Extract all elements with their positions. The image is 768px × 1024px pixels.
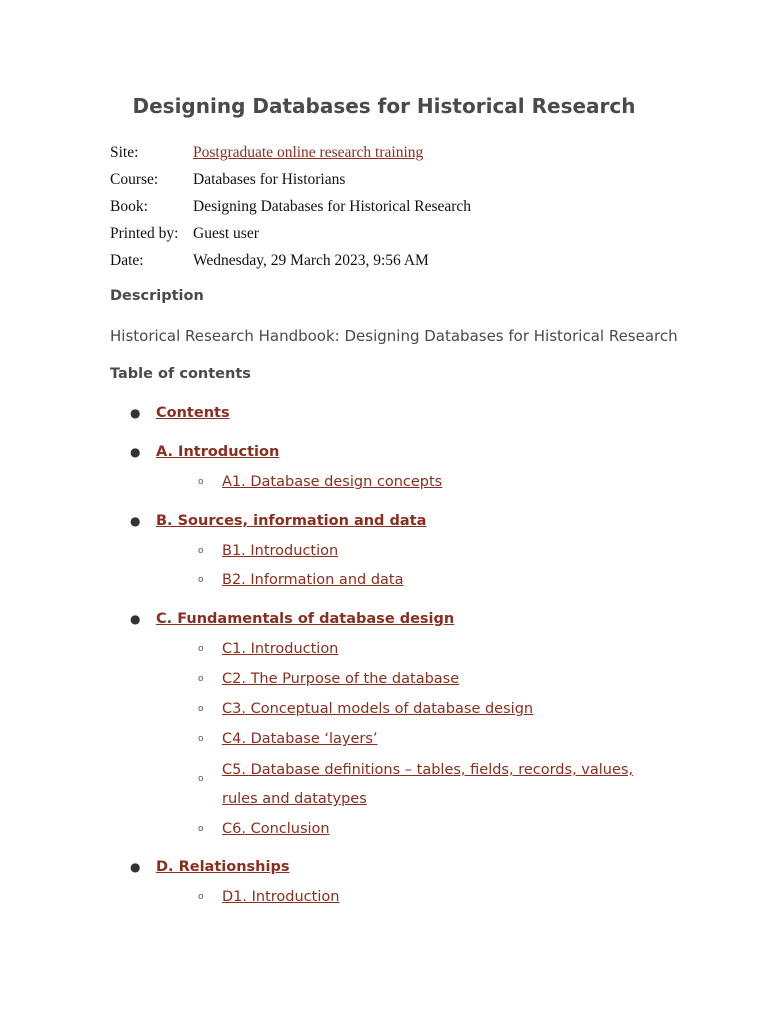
description-heading: Description (110, 288, 204, 304)
toc-item-contents (130, 405, 230, 421)
site-link[interactable]: Postgraduate online research training (193, 144, 424, 161)
toc-link-c1[interactable]: C1. Introduction (222, 641, 339, 657)
meta-value-book: Designing Databases for Historical Research (193, 198, 472, 215)
toc-link-c3[interactable]: C3. Conceptual models of database design (222, 701, 534, 717)
toc-link-section-a[interactable]: A. Introduction (156, 444, 280, 460)
meta-label-site: Site: (110, 144, 139, 161)
meta-label-course: Course: (110, 171, 159, 188)
hollow-bullet-icon: o (198, 674, 204, 684)
document-title: Designing Databases for Historical Research (132, 94, 636, 118)
hollow-bullet-icon: o (198, 734, 204, 744)
toc-heading: Table of contents (110, 366, 251, 382)
meta-row-date (110, 250, 471, 277)
metadata-table (110, 142, 471, 277)
toc-link-section-d[interactable]: D. Relationships (156, 859, 290, 875)
toc-item-section-d (130, 859, 289, 875)
bullet-icon: ● (130, 860, 141, 874)
toc-item-c2 (198, 671, 459, 687)
toc-item-d1 (198, 889, 339, 905)
toc-link-a1[interactable]: A1. Database design concepts (222, 474, 443, 490)
toc-link-contents[interactable]: Contents (156, 405, 230, 421)
meta-value-course: Databases for Historians (193, 171, 346, 188)
description-text: Historical Research Handbook: Designing Databases for Historical Research (110, 327, 678, 345)
meta-row-book (110, 196, 471, 223)
toc-item-c3 (198, 701, 533, 717)
toc-item-b2 (198, 572, 403, 588)
meta-row-site (110, 142, 471, 169)
toc-item-c6 (198, 821, 330, 837)
toc-item-c5 (198, 756, 668, 814)
toc-link-section-c[interactable]: C. Fundamentals of database design (156, 611, 455, 627)
toc-item-c1 (198, 641, 338, 657)
toc-link-d1[interactable]: D1. Introduction (222, 889, 340, 905)
toc-item-a1 (198, 474, 442, 490)
hollow-bullet-icon: o (198, 477, 204, 487)
meta-label-printed-by: Printed by: (110, 225, 179, 242)
toc-link-section-b[interactable]: B. Sources, information and data (156, 513, 427, 529)
hollow-bullet-icon: o (198, 704, 204, 714)
meta-value-printed-by: Guest user (193, 225, 259, 242)
toc-link-c5[interactable]: C5. Database definitions – tables, fields, records, values, rules and datatypes (222, 762, 634, 807)
bullet-icon: ● (130, 612, 141, 626)
toc-item-c4 (198, 731, 378, 747)
meta-row-printed-by (110, 223, 471, 250)
meta-row-course (110, 169, 471, 196)
toc-link-b2[interactable]: B2. Information and data (222, 572, 404, 588)
meta-label-date: Date: (110, 252, 144, 269)
bullet-icon: ● (130, 406, 141, 420)
meta-label-book: Book: (110, 198, 148, 215)
hollow-bullet-icon: o (198, 575, 204, 585)
toc-item-section-a (130, 444, 279, 460)
toc-link-c2[interactable]: C2. The Purpose of the database (222, 671, 460, 687)
toc-link-b1[interactable]: B1. Introduction (222, 543, 339, 559)
hollow-bullet-icon: o (198, 824, 204, 834)
meta-value-date: Wednesday, 29 March 2023, 9:56 AM (193, 252, 429, 269)
hollow-bullet-icon: o (198, 892, 204, 902)
hollow-bullet-icon: o (198, 644, 204, 654)
toc-item-b1 (198, 543, 338, 559)
hollow-bullet-icon: o (198, 546, 204, 556)
hollow-bullet-icon: o (198, 774, 204, 784)
bullet-icon: ● (130, 445, 141, 459)
toc-item-section-b (130, 513, 426, 529)
toc-item-section-c (130, 611, 454, 627)
toc-link-c6[interactable]: C6. Conclusion (222, 821, 330, 837)
bullet-icon: ● (130, 514, 141, 528)
toc-link-c4[interactable]: C4. Database ‘layers’ (222, 731, 378, 747)
